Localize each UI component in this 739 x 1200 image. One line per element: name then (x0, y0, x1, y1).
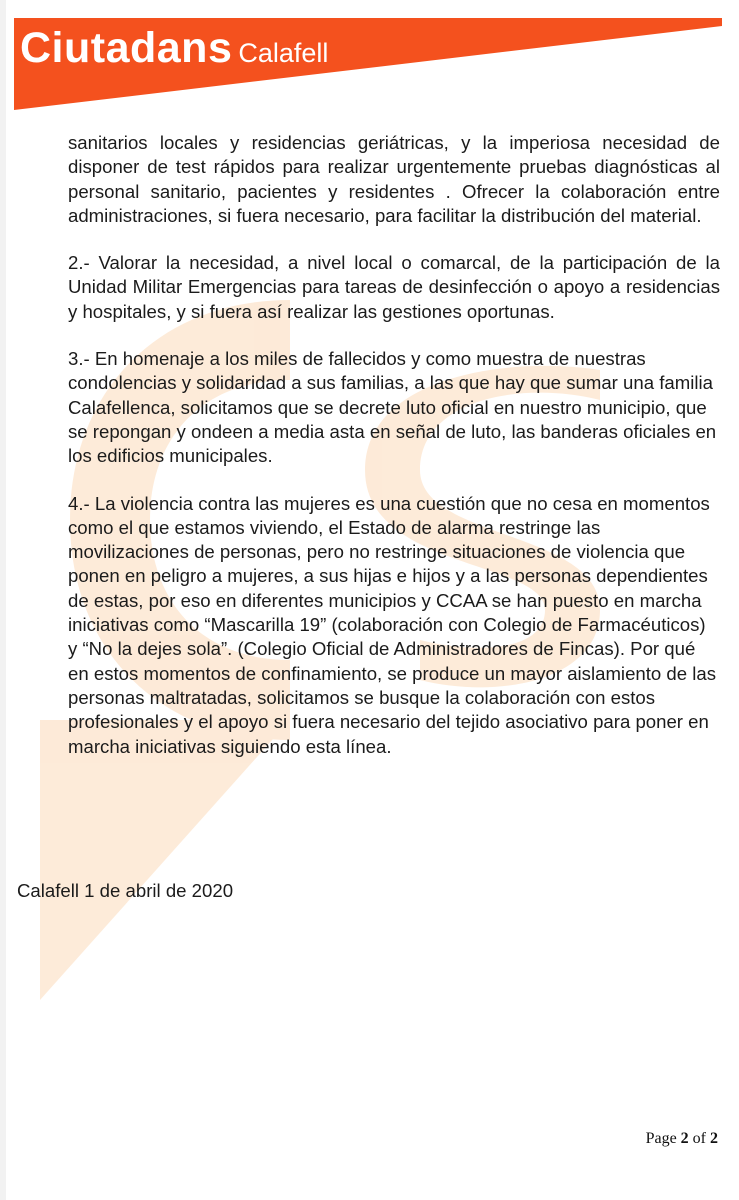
paragraph-4: 4.- La violencia contra las mujeres es una cuestión que no cesa en momentos como el que estamos viviendo, el Estado de alarma restringe las movilizaciones de personas, pero no restringe situaciones de violencia que ponen en peligro a mujeres, a sus hijas e hijos y a las personas dependientes de estas, por eso en diferentes municipios y CCAA se han puesto en marcha iniciativas como “Mascarilla 19” (colaboración con Colegio de Farmacéuticos) y “No la dejes sola”. (Colegio Oficial de Administradores de Fincas). Por qué en estos momentos de confinamiento, se produce un mayor aislamiento de las personas maltratadas, solicitamos se busque la colaboración con estos profesionales y el apoyo si fuera necesario del tejido asociativo para poner en marcha iniciativas siguiendo esta línea. (68, 492, 717, 757)
letter-body (68, 131, 720, 782)
page-number (646, 1130, 718, 1148)
page-total: 2 (710, 1130, 718, 1147)
paragraph-3: 3.- En homenaje a los miles de fallecidos y como muestra de nuestras condolencias y solidaridad a sus familias, a las que hay que sumar una familia Calafellenca, solicitamos que se decrete luto oficial en nuestro municipio, que se repongan y ondeen a media asta en señal de luto, las banderas oficiales en los edificios municipales. (68, 348, 717, 467)
paragraph-1: sanitarios locales y residencias geriátricas, y la imperiosa necesidad de disponer de test rápidos para realizar urgentemente pruebas diagnósticas al personal sanitario, pacientes y residentes . Ofrecer la colaboración entre administraciones, si fuera necesario, para facilitar la distribución del material. (68, 132, 720, 226)
brand-name: Ciutadans (20, 24, 233, 72)
paragraph-2: 2.- Valorar la necesidad, a nivel local o comarcal, de la participación de la Unidad Militar Emergencias para tareas de desinfección o apoyo a residencias y hospitales, y si fuera así realizar las gestiones oportunas. (68, 252, 720, 322)
brand-location: Calafell (238, 38, 329, 68)
page-current: 2 (680, 1130, 689, 1147)
page-of: of (692, 1130, 706, 1147)
brand-logo (20, 24, 328, 74)
date-line: Calafell 1 de abril de 2020 (17, 880, 234, 901)
page-label: Page (645, 1130, 677, 1147)
